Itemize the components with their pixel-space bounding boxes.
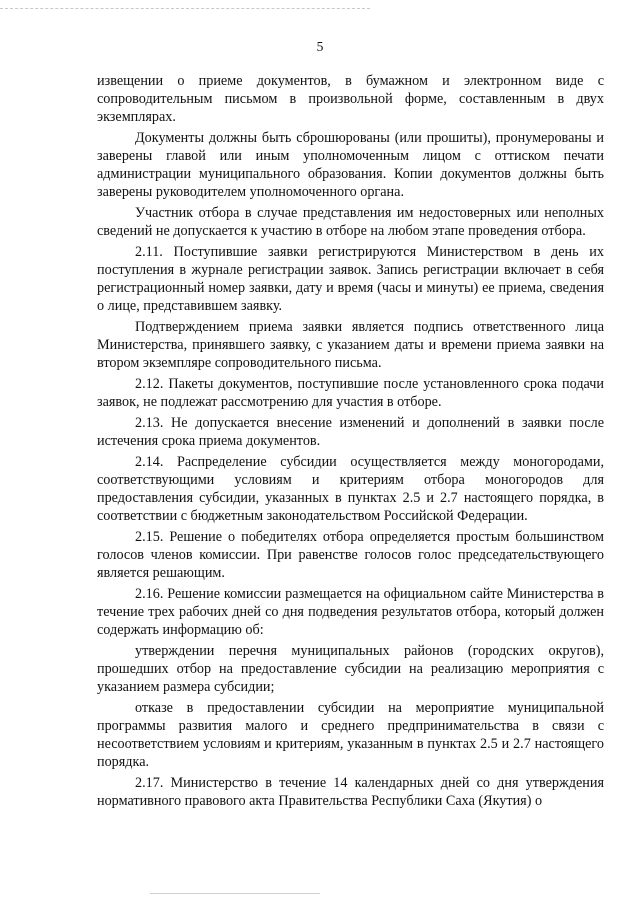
paragraph-approval-list: утверждении перечня муниципальных районов (городских округов), прошедших отбор на предоставление субсидии на реализацию мероприятия с указанием размера субсидии; bbox=[97, 643, 604, 695]
paragraph-2-17: 2.17. Министерство в течение 14 календарных дней со дня утверждения нормативного правового акта Правительства Республики Саха (Якутия) о bbox=[97, 775, 604, 809]
paragraph-participant-false-info: Участник отбора в случае представления им недостоверных или неполных сведений не допускается к участию в отборе на любом этапе проведения отбора. bbox=[97, 205, 604, 239]
scan-artifact-line bbox=[0, 8, 370, 9]
paragraph-2-11: 2.11. Поступившие заявки регистрируются Министерством в день их поступления в журнале регистрации заявок. Запись регистрации включает в себя регистрационный номер заявки, дату и время (часы и минуты) ее приема, сведения о лице, представившем заявку. bbox=[97, 244, 604, 314]
paragraph-2-13: 2.13. Не допускается внесение изменений и дополнений в заявки после истечения срока приема документов. bbox=[97, 415, 604, 449]
paragraph-2-12: 2.12. Пакеты документов, поступившие после установленного срока подачи заявок, не подлежат рассмотрению для участия в отборе. bbox=[97, 376, 604, 410]
paragraph-documents-binding: Документы должны быть сброшюрованы (или прошиты), пронумерованы и заверены главой или иным уполномоченным лицом с оттиском печати администрации муниципального образования. Копии документов должны быть заверены руководителем уполномоченного органа. bbox=[97, 130, 604, 200]
paragraph-2-15: 2.15. Решение о победителях отбора определяется простым большинством голосов членов комиссии. При равенстве голосов голос председательствующего является решающим. bbox=[97, 529, 604, 581]
paragraph-continuation: извещении о приеме документов, в бумажном и электронном виде с сопроводительным письмом в произвольной форме, составленным в двух экземплярах. bbox=[97, 73, 604, 125]
document-body bbox=[97, 72, 604, 813]
paragraph-2-14: 2.14. Распределение субсидии осуществляется между моногородами, соответствующими условиям и критериям отбора моногородов для предоставления субсидии, указанных в пунктах 2.5 и 2.7 настоящего порядка, в соответствии с бюджетным законодательством Российской Федерации. bbox=[97, 454, 604, 524]
paragraph-2-16: 2.16. Решение комиссии размещается на официальном сайте Министерства в течение трех рабочих дней со дня подведения результатов отбора, который должен содержать информацию об: bbox=[97, 586, 604, 638]
paragraph-refusal: отказе в предоставлении субсидии на мероприятие муниципальной программы развития малого и среднего предпринимательства в связи с несоответствием условиям и критериям, указанным в пунктах 2.5 и 2.7 настоящего порядка. bbox=[97, 700, 604, 770]
scan-artifact-bottom-line bbox=[150, 893, 320, 894]
paragraph-receipt-confirmation: Подтверждением приема заявки является подпись ответственного лица Министерства, принявшего заявку, с указанием даты и времени приема заявки на втором экземпляре сопроводительного письма. bbox=[97, 319, 604, 371]
page-number: 5 bbox=[316, 39, 324, 54]
